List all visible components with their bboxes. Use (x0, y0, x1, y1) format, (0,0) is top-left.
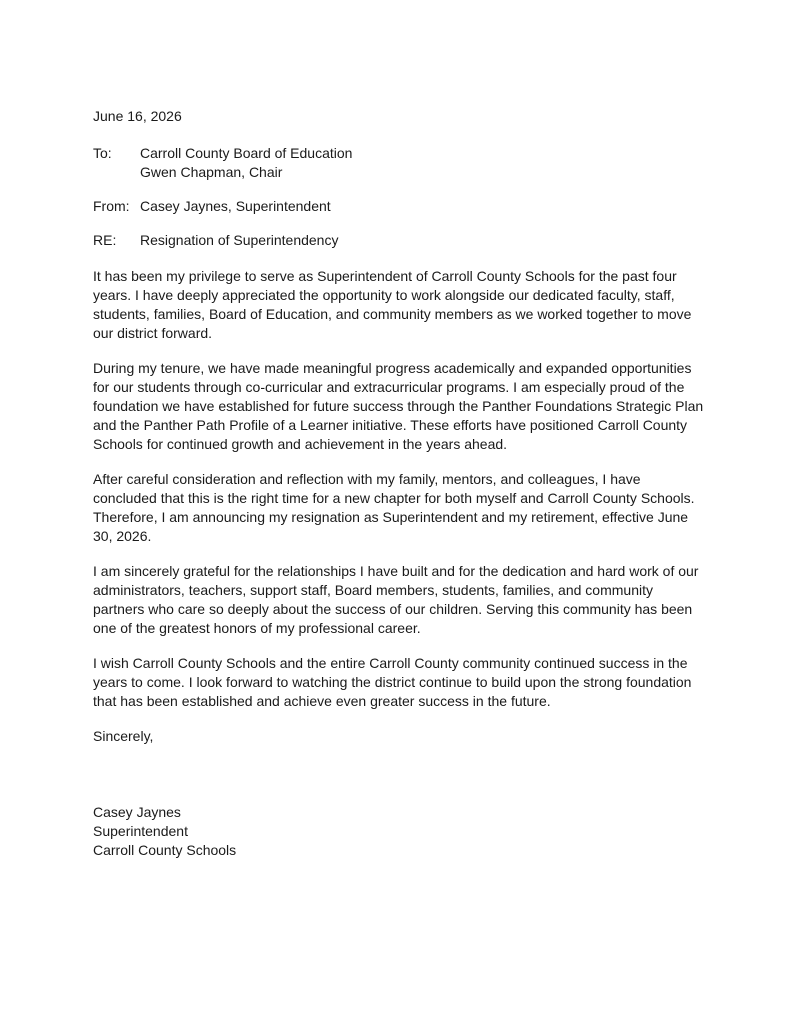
body-paragraph-5: I wish Carroll County Schools and the entire Carroll County community continued success in the years to come. I look forward to watching the district continue to build upon the strong foundation that has been established and achieve even greater success in the future. (93, 655, 692, 709)
body-paragraph-1: It has been my privilege to serve as Superintendent of Carroll County Schools for the past four years. I have deeply appreciated the opportunity to work alongside our dedicated faculty, staff, students, families, Board of Education, and community members as we worked together to move our district forward. (93, 268, 692, 341)
letter-date: June 16, 2026 (93, 108, 182, 124)
signature-space (93, 746, 705, 803)
from-label: From: (93, 198, 130, 214)
letter-page (93, 107, 705, 860)
re-subject: Resignation of Superintendency (140, 232, 339, 248)
body-paragraph-4: I am sincerely grateful for the relationships I have built and for the dedication and hard work of our administrators, teachers, support staff, Board members, students, families, and community partners who care so deeply about the success of our children. Serving this community has been one of the greatest honors of my professional career. (93, 563, 699, 636)
from-sender: Casey Jaynes, Superintendent (140, 198, 331, 214)
closing: Sincerely, (93, 728, 154, 744)
re-label: RE: (93, 232, 117, 248)
to-block (93, 144, 705, 182)
from-block (93, 197, 705, 216)
to-label: To: (93, 145, 112, 161)
signature-organization: Carroll County Schools (93, 842, 237, 858)
signature-title: Superintendent (93, 823, 188, 839)
to-recipient-chair: Gwen Chapman, Chair (140, 164, 283, 180)
re-block (93, 231, 705, 250)
body-paragraph-2: During my tenure, we have made meaningful progress academically and expanded opportunities for our students through co-curricular and extracurricular programs. I am especially proud of the foundation we have established for future success through the Panther Foundations Strategic Plan and the Panther Path Profile of a Learner initiative. These efforts have positioned Carroll County Schools for continued growth and achievement in the years ahead. (93, 360, 704, 452)
body-paragraph-3: After careful consideration and reflection with my family, mentors, and colleagues, I have concluded that this is the right time for a new chapter for both myself and Carroll County Schools. Therefore, I am announcing my resignation as Superintendent and my retirement, effective June 30, 2026. (93, 471, 695, 544)
to-recipient: Carroll County Board of Education (140, 145, 353, 161)
signature-name: Casey Jaynes (93, 804, 181, 820)
